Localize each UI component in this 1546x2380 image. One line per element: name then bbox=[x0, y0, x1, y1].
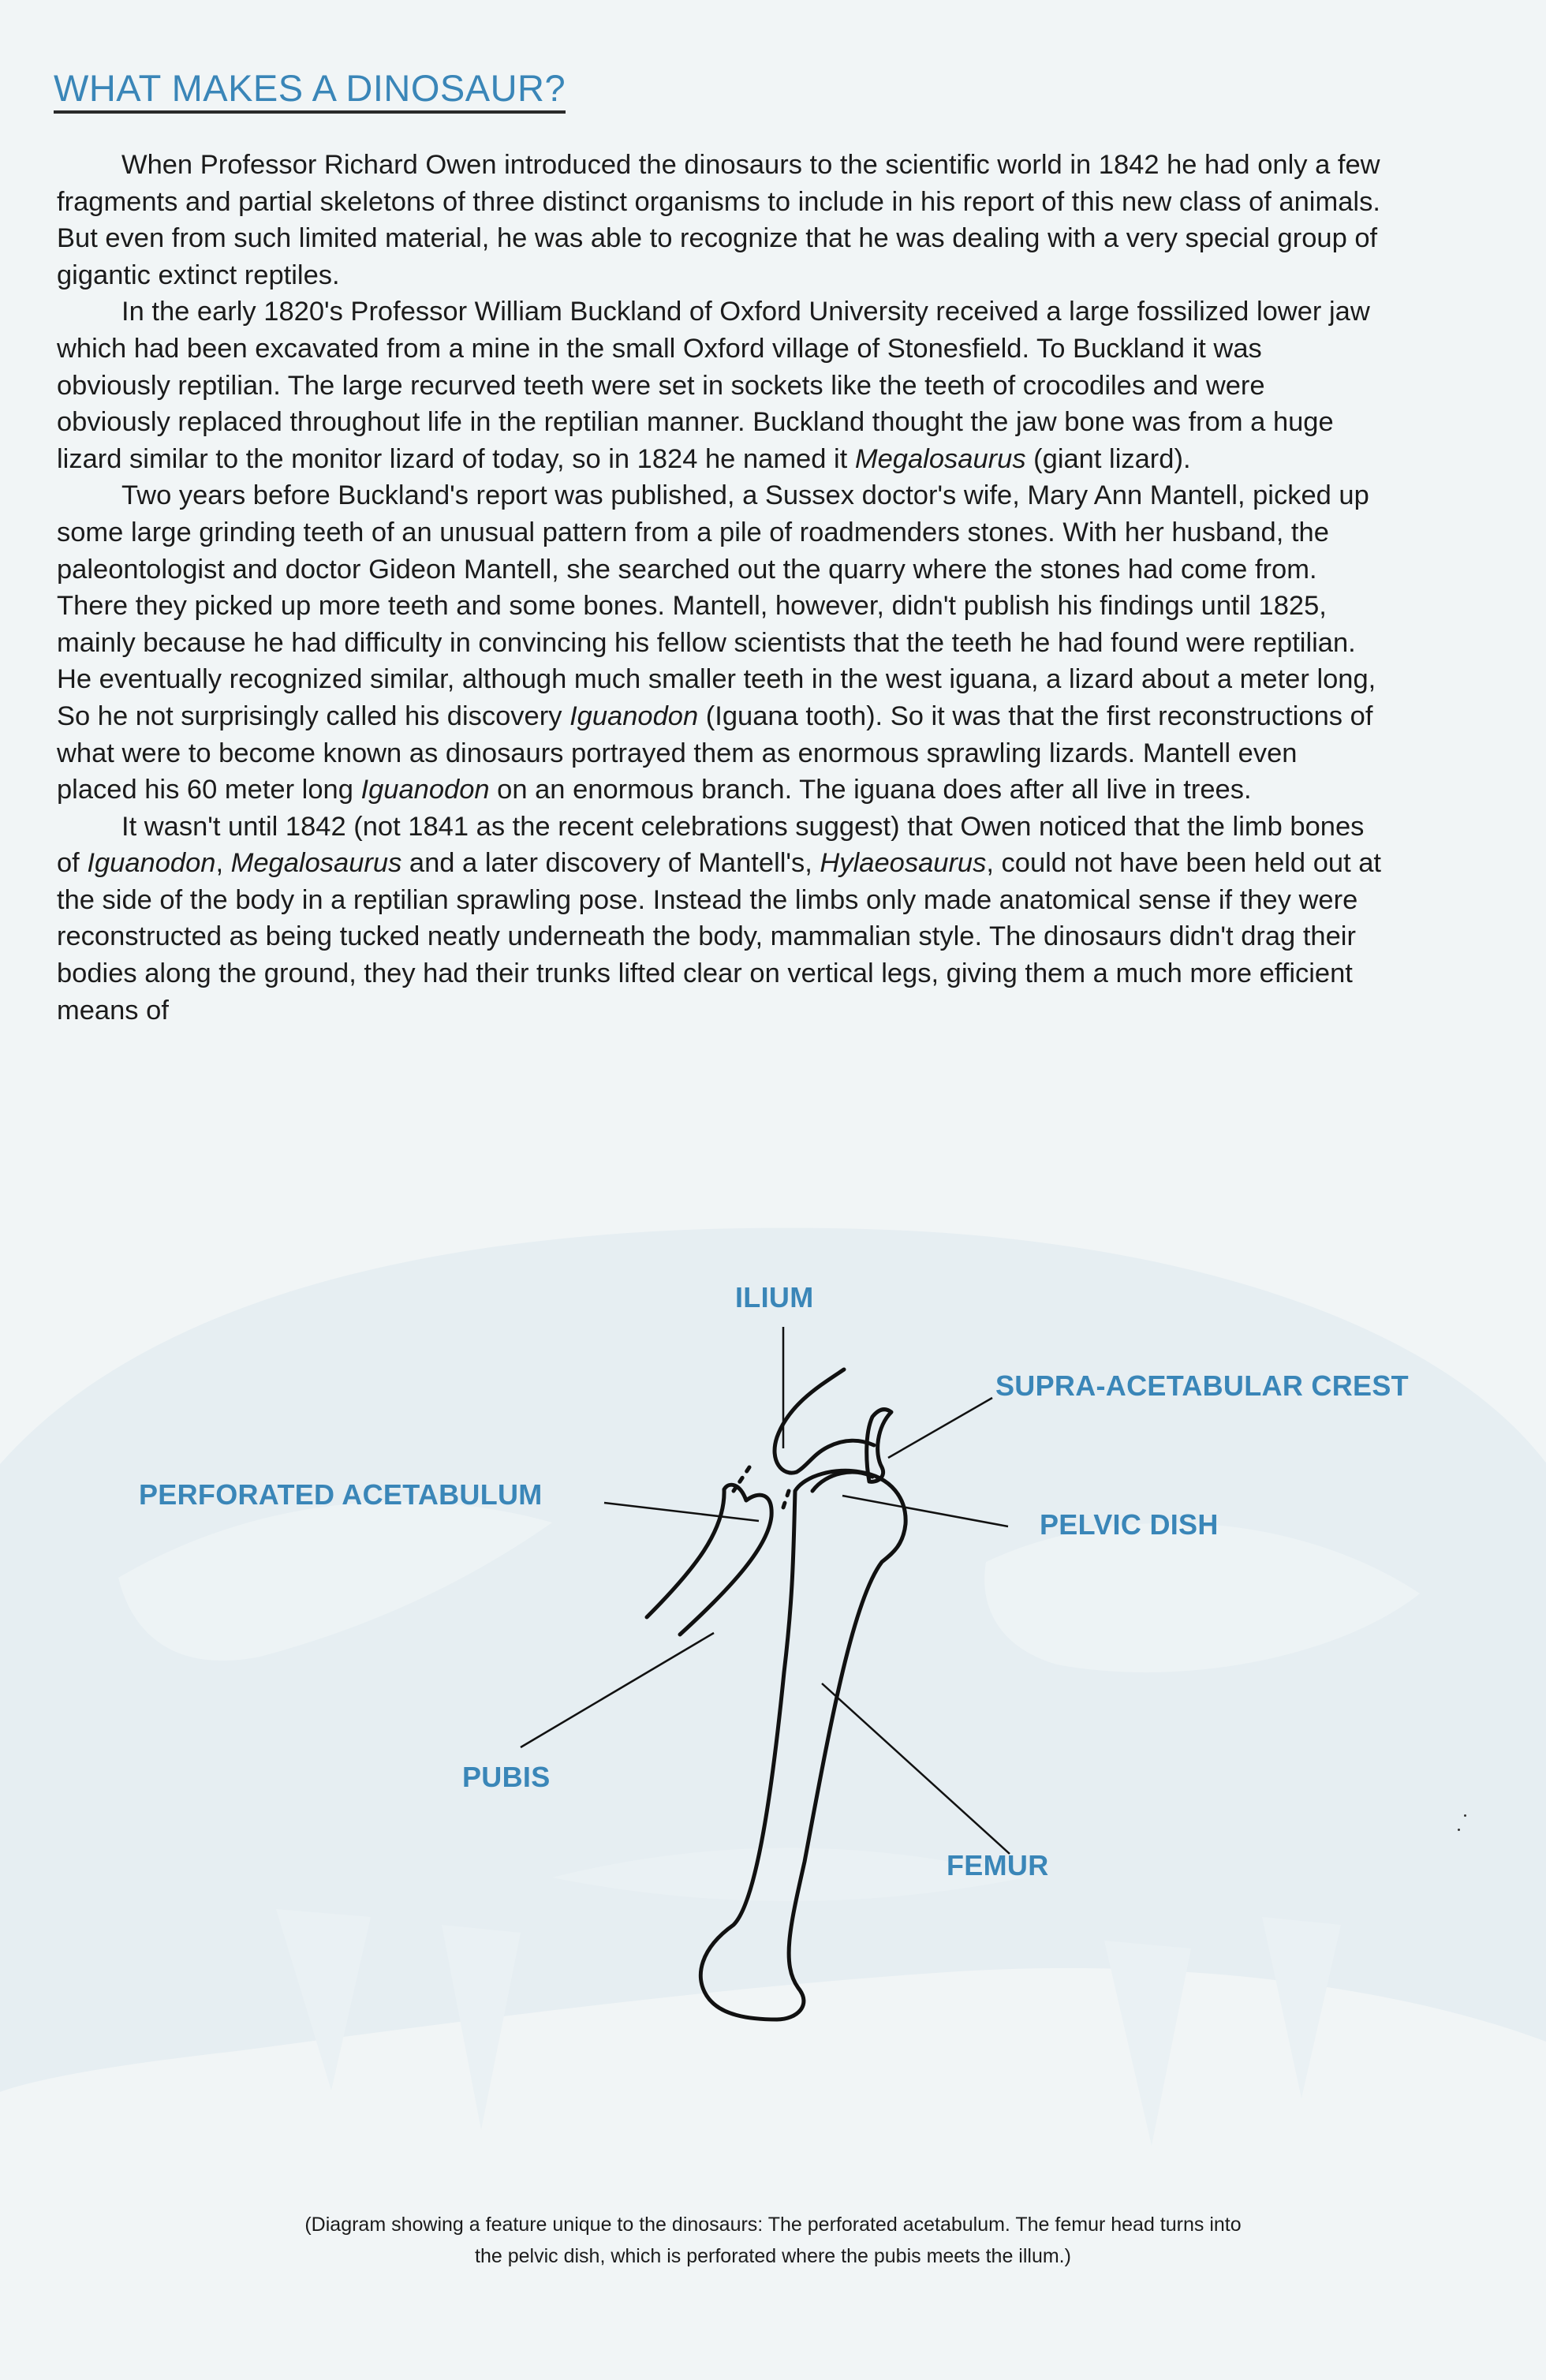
paragraph bbox=[57, 477, 1382, 808]
femur-outline bbox=[700, 1470, 906, 2019]
pubis-outline bbox=[647, 1485, 771, 1635]
italic-term: Iguanodon bbox=[569, 701, 699, 731]
pelvic-dish-leader bbox=[842, 1496, 1008, 1526]
italic-term: Iguanodon bbox=[360, 775, 490, 805]
label-pelvic-dish: PELVIC DISH bbox=[1040, 1508, 1219, 1541]
paragraph bbox=[57, 809, 1382, 1029]
paragraph bbox=[57, 293, 1382, 477]
text-run: (Iguana tooth). So it was that the first reconstructions of what were to become known as dinosaurs portrayed them as enormous sprawling lizards. Mantell even placed his 60 meter long bbox=[57, 701, 1373, 805]
italic-term: Megalosaurus bbox=[230, 848, 402, 879]
perforated-acetabulum-leader bbox=[604, 1503, 759, 1521]
print-speck bbox=[1464, 1814, 1466, 1817]
label-femur: FEMUR bbox=[947, 1849, 1049, 1881]
diagram-caption bbox=[189, 2209, 1357, 2272]
text-run: In the early 1820's Professor William Buckland of Oxford University received a large fossilized lower jaw which had been excavated from a mine in the small Oxford village of Stonesfield. To Buckland it was obviously reptilian. The large recurved teeth were set in sockets like the teeth of crocodiles and were obviously replaced throughout life in the reptilian manner. Buckland thought the jaw bone was from a huge lizard similar to the monitor lizard of today, so in 1824 he named it bbox=[57, 297, 1370, 474]
femur-leader bbox=[822, 1683, 1010, 1854]
article-body bbox=[57, 147, 1382, 1029]
ilium-outline bbox=[775, 1369, 874, 1473]
print-speck bbox=[1458, 1829, 1460, 1831]
label-perforated-acetabulum: PERFORATED ACETABULUM bbox=[139, 1478, 543, 1511]
label-ilium: ILIUM bbox=[735, 1281, 814, 1313]
text-run: and a later discovery of Mantell's, bbox=[401, 848, 820, 879]
paragraph bbox=[57, 147, 1382, 293]
text-run: on an enormous branch. The iguana does after all live in trees. bbox=[489, 775, 1252, 805]
caption-line: the pelvic dish, which is perforated where the pubis meets the illum.) bbox=[475, 2245, 1071, 2267]
text-run: Two years before Buckland's report was published, a Sussex doctor's wife, Mary Ann Mantell, picked up some large grinding teeth of an unusual pattern from a pile of roadmenders stones. With her husband, the paleontologist and doctor Gideon Mantell, she searched out the quarry where the stones had come from. There they picked up more teeth and some bones. Mantell, however, didn't publish his findings until 1825, mainly because he had difficulty in convincing his fellow scientists that the teeth he had found were reptilian. He eventually recognized similar, although much smaller teeth in the west iguana, a lizard about a meter long, So he not surprisingly called his discovery bbox=[57, 480, 1376, 731]
italic-term: Hylaeosaurus bbox=[820, 848, 987, 879]
page-title: WHAT MAKES A DINOSAUR? bbox=[54, 68, 566, 114]
text-run: , bbox=[215, 848, 231, 879]
text-run: When Professor Richard Owen introduced the dinosaurs to the scientific world in 1842 he had only a few fragments and partial skeletons of three distinct organisms to include in his report of this new class of animals. But even from such limited material, he was able to recognize that he was dealing with a very special group of gigantic extinct reptiles. bbox=[57, 150, 1380, 290]
supra-acetabular-crest-leader bbox=[888, 1398, 992, 1458]
label-pubis: PUBIS bbox=[462, 1761, 551, 1793]
italic-term: Megalosaurus bbox=[854, 443, 1026, 474]
text-run: , could not have been held out at the side of the body in a reptilian sprawling pose. Instead the limbs only made anatomical sense if they were reconstructed as being tucked neatly underneath the body, mammalian style. The dinosaurs didn't drag their bodies along the ground, they had their trunks lifted clear on vertical legs, giving them a much more efficient means of bbox=[57, 848, 1382, 1026]
caption-line: (Diagram showing a feature unique to the dinosaurs: The perforated acetabulum. The femur head turns into bbox=[304, 2214, 1242, 2236]
text-run: (giant lizard). bbox=[1025, 443, 1191, 474]
pelvis-diagram bbox=[0, 1231, 1546, 2217]
text-run: It wasn't until 1842 (not 1841 as the recent celebrations suggest) that Owen noticed that the limb bones of bbox=[57, 811, 1365, 879]
italic-term: Iguanodon bbox=[87, 848, 216, 879]
label-supra-acetabular-crest: SUPRA-ACETABULAR CREST bbox=[995, 1369, 1409, 1402]
pubis-leader bbox=[521, 1633, 714, 1747]
